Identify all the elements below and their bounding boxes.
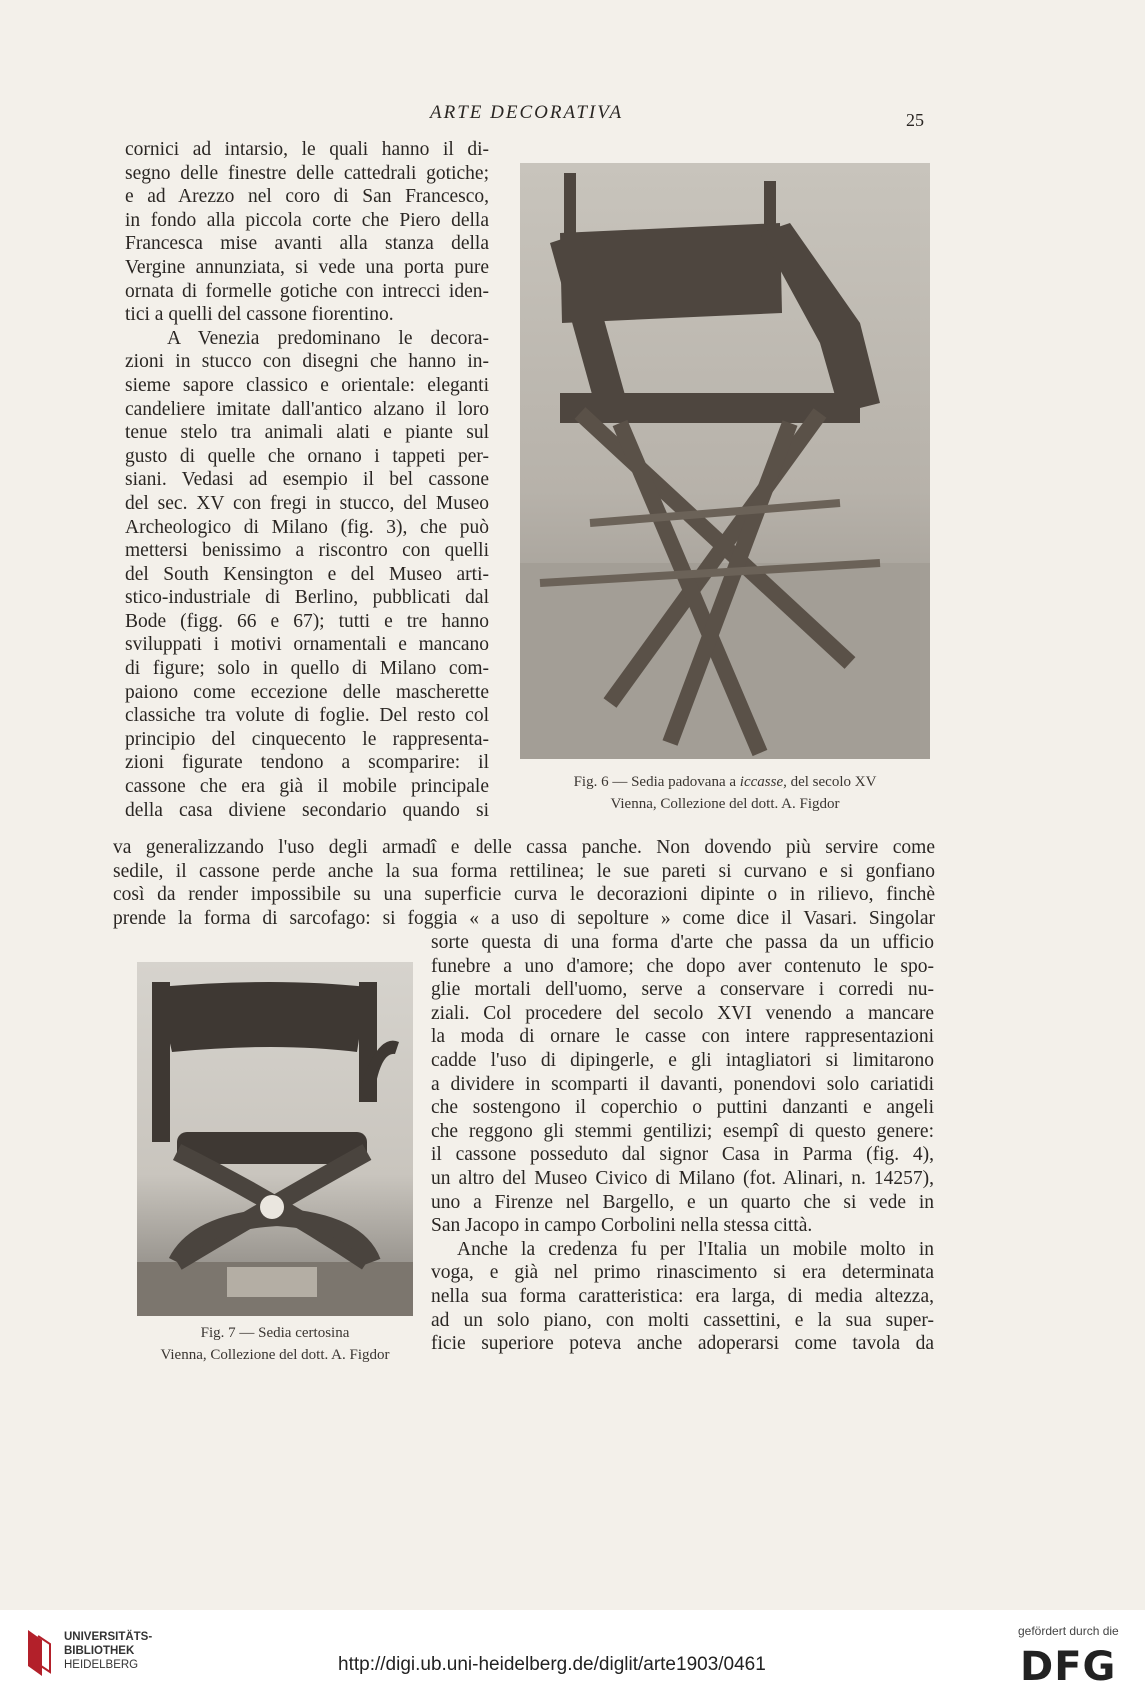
text-line: stico-industriale di Berlino, pubblicati dal	[125, 587, 489, 609]
caption-line	[520, 771, 930, 793]
text-line: sorte questa di una forma d'arte che passa da un ufficio	[431, 932, 934, 953]
text-line: ficie superiore poteva anche adoperarsi come tavola da	[431, 1333, 934, 1355]
text-line: tici a quelli del cassone fiorentino.	[125, 304, 394, 326]
text-line: zioni figurate tendono a scomparire: il	[125, 752, 489, 774]
text-line: della casa diviene secondario quando si	[125, 799, 489, 821]
text-line: sieme sapore classico e orientale: eleganti	[125, 374, 489, 396]
figure-6-chair-photo	[520, 163, 930, 759]
text-line: cornici ad intarsio, le quali hanno il di-	[125, 139, 489, 160]
caption-line: Fig. 7 — Sedia certosina	[200, 1325, 350, 1341]
text-line: Vergine annunziata, si vede una porta pure	[125, 256, 489, 278]
figure-6-caption	[520, 771, 930, 815]
library-name	[64, 1630, 152, 1672]
text-column-left	[125, 138, 489, 822]
text-line: candeliere imitate dall'antico alzano il loro	[125, 398, 489, 420]
library-name-line: UNIVERSITÄTS-	[64, 1631, 153, 1643]
text-line: Archeologico di Milano (fig. 3), che può	[125, 516, 489, 538]
text-line: glie mortali dell'uomo, serve a conservare i corredi nu-	[431, 979, 934, 1001]
text-column-right	[431, 931, 934, 1356]
text-line: la moda di ornare le casse con intere rappresentazioni	[431, 1026, 934, 1048]
text-line: cadde l'uso di dipingerle, e gli intagliatori si limitarono	[431, 1049, 934, 1071]
text-line: principio del cinquecento le rappresenta-	[125, 728, 489, 750]
library-name-line: BIBLIOTHEK	[64, 1645, 135, 1657]
figure-7-caption	[116, 1322, 434, 1366]
text-line: classiche tra volute di foglie. Del resto col	[125, 705, 489, 727]
text-line: A Venezia predominano le decora-	[167, 327, 489, 349]
chair-illustration	[137, 962, 413, 1316]
caption-text: Fig. 6 — Sedia padovana a	[573, 774, 740, 790]
text-line: siani. Vedasi ad esempio il bel cassone	[125, 469, 489, 491]
text-line: nella sua forma caratteristica: era larga, di media altezza,	[431, 1285, 934, 1307]
caption-line: Vienna, Collezione del dott. A. Figdor	[160, 1347, 390, 1363]
text-column-full	[113, 836, 935, 930]
text-line: che reggono gli stemmi gentilizi; esempî di questo genere:	[431, 1120, 934, 1142]
text-line: sedile, il cassone perde anche la sua forma rettilinea; le sue pareti si curvano e si gonfiano	[113, 860, 935, 882]
text-line: uno a Firenze nel Bargello, e un quarto che si vede in	[431, 1191, 934, 1213]
text-line: zioni in stucco con disegni che hanno in-	[125, 351, 489, 373]
text-line: funebre a uno d'amore; che dopo aver contenuto le spo-	[431, 955, 934, 977]
text-line: voga, e già nel primo rinascimento si era determinata	[431, 1262, 934, 1284]
library-name-line: HEIDELBERG	[64, 1659, 139, 1671]
text-line: a dividere in scomparti il davanti, ponendovi solo cariatidi	[431, 1073, 934, 1095]
text-line: così da render impossibile su una superficie curva le decorazioni dipinte o in rilievo, finchè	[113, 884, 935, 906]
chair-illustration	[520, 163, 930, 759]
text-line: un altro del Museo Civico di Milano (fot. Alinari, n. 14257),	[431, 1167, 934, 1189]
text-line: prende la forma di sarcofago: si foggia « a uso di sepolture » come dice il Vasari. Singolar	[113, 907, 935, 929]
text-line: va generalizzando l'uso degli armadî e delle cassa panche. Non dovendo più servire come	[113, 837, 935, 858]
text-line: segno delle finestre delle cattedrali gotiche;	[125, 162, 489, 184]
caption-line: Vienna, Collezione del dott. A. Figdor	[610, 796, 840, 812]
text-line: Anche la credenza fu per l'Italia un mobile molto in	[457, 1238, 934, 1260]
text-line: ad un solo piano, con molti cassettini, e la sua super-	[431, 1309, 934, 1331]
text-line: del sec. XV con fregi in stucco, del Museo	[125, 492, 489, 514]
page-number: 25	[906, 110, 924, 130]
text-line: in fondo alla piccola corte che Piero della	[125, 209, 489, 231]
text-line: e ad Arezzo nel coro di San Francesco,	[125, 186, 489, 208]
figure-7-chair-photo	[137, 962, 413, 1316]
dfg-logo: DFG	[1020, 1644, 1117, 1690]
text-line: il cassone posseduto dal signor Casa in Parma (fig. 4),	[431, 1144, 934, 1166]
text-line: di figure; solo in quello di Milano com-	[125, 658, 489, 680]
caption-text: del secolo XV	[786, 774, 877, 790]
university-library-logo-icon	[24, 1628, 54, 1678]
running-title: ARTE DECORATIVA	[430, 102, 624, 123]
text-line: cassone che era già il mobile principale	[125, 776, 489, 798]
text-line: gusto di quelle che ornano i tappeti per-	[125, 445, 489, 467]
text-line: paiono come eccezione delle mascherette	[125, 681, 489, 703]
viewer-footer	[0, 1610, 1145, 1694]
text-line: San Jacopo in campo Corbolini nella stessa città.	[431, 1215, 813, 1237]
permalink-url[interactable]: http://digi.ub.uni-heidelberg.de/diglit/arte1903/0461	[338, 1654, 766, 1675]
text-line: ziali. Col procedere del secolo XVI venendo a mancare	[431, 1002, 934, 1024]
text-line: del South Kensington e del Museo arti-	[125, 563, 489, 585]
text-line: tenue stelo tra animali alati e piante sul	[125, 422, 489, 444]
text-line: mettersi benissimo a riscontro con quelli	[125, 540, 489, 562]
caption-italic-term: iccasse,	[739, 774, 787, 790]
funding-label: gefördert durch die	[1018, 1624, 1119, 1638]
text-line: ornata di formelle gotiche con intrecci iden-	[125, 280, 489, 302]
text-line: Francesca mise avanti alla stanza della	[125, 233, 489, 255]
text-line: Bode (figg. 66 e 67); tutti e tre hanno	[125, 610, 489, 632]
text-line: sviluppati i motivi ornamentali e mancano	[125, 634, 489, 656]
text-line: che sostengono il coperchio o puttini danzanti e angeli	[431, 1097, 934, 1119]
